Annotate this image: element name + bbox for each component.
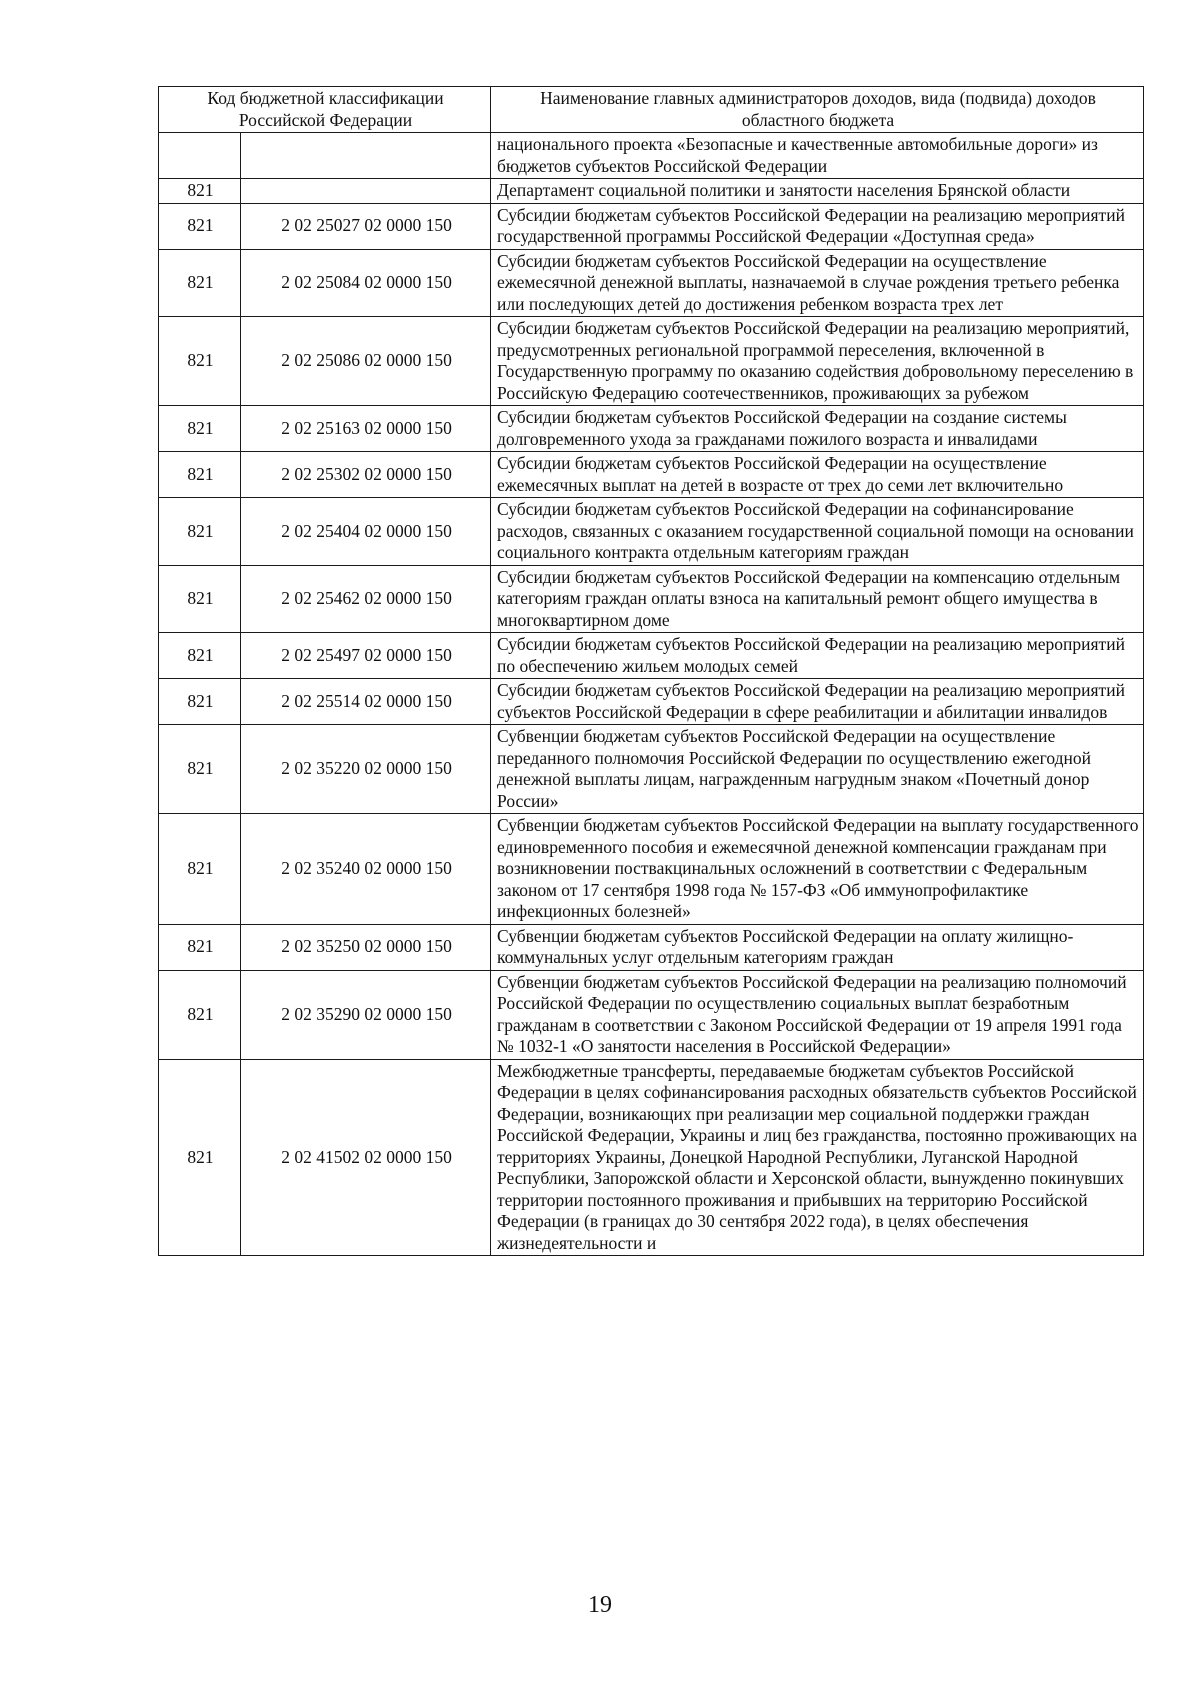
admin-code-cell: 821 xyxy=(159,633,241,679)
table-header-row xyxy=(159,87,1144,133)
budget-code-cell: 2 02 35250 02 0000 150 xyxy=(241,924,491,970)
budget-code-cell: 2 02 25302 02 0000 150 xyxy=(241,452,491,498)
table-row xyxy=(159,133,1144,179)
table-row xyxy=(159,249,1144,317)
admin-code-cell: 821 xyxy=(159,452,241,498)
revenue-name-cell: Субвенции бюджетам субъектов Российской Федерации на выплату государственного единовременного пособия и ежемесячной денежной компенсации гражданам при возникновении поствакцинальных осложнений в соответствии с Федеральным законом от 17 сентября 1998 года № 157-ФЗ «Об иммунопрофилактике инфекционных болезней» xyxy=(491,814,1144,925)
admin-code-cell: 821 xyxy=(159,317,241,406)
revenue-name-cell: Субсидии бюджетам субъектов Российской Федерации на компенсацию отдельным категориям граждан оплаты взноса на капитальный ремонт общего имущества в многоквартирном доме xyxy=(491,565,1144,633)
admin-code-cell xyxy=(159,133,241,179)
table-row xyxy=(159,317,1144,406)
admin-code-cell: 821 xyxy=(159,679,241,725)
admin-code-cell: 821 xyxy=(159,203,241,249)
budget-code-cell xyxy=(241,179,491,204)
admin-code-cell: 821 xyxy=(159,406,241,452)
revenue-name-cell: национального проекта «Безопасные и качественные автомобильные дороги» из бюджетов субъектов Российской Федерации xyxy=(491,133,1144,179)
budget-code-cell: 2 02 25084 02 0000 150 xyxy=(241,249,491,317)
budget-code-cell xyxy=(241,133,491,179)
revenue-name-cell: Субсидии бюджетам субъектов Российской Федерации на реализацию мероприятий субъектов Российской Федерации в сфере реабилитации и абилитации инвалидов xyxy=(491,679,1144,725)
budget-code-cell: 2 02 35240 02 0000 150 xyxy=(241,814,491,925)
table-row xyxy=(159,633,1144,679)
name-column-header: Наименование главных администраторов доходов, вида (подвида) доходов областного бюджета xyxy=(491,87,1144,133)
revenue-name-cell: Субсидии бюджетам субъектов Российской Федерации на осуществление ежемесячных выплат на детей в возрасте от трех до семи лет включительно xyxy=(491,452,1144,498)
table-row xyxy=(159,203,1144,249)
table-row xyxy=(159,498,1144,566)
table-body xyxy=(159,133,1144,1256)
revenue-name-cell: Субсидии бюджетам субъектов Российской Федерации на осуществление ежемесячной денежной выплаты, назначаемой в случае рождения третьего ребенка или последующих детей до достижения ребенком возраста трех лет xyxy=(491,249,1144,317)
budget-code-cell: 2 02 25027 02 0000 150 xyxy=(241,203,491,249)
budget-code-cell: 2 02 35220 02 0000 150 xyxy=(241,725,491,814)
admin-code-cell: 821 xyxy=(159,924,241,970)
revenue-name-cell: Субсидии бюджетам субъектов Российской Федерации на создание системы долговременного ухода за гражданами пожилого возраста и инвалидами xyxy=(491,406,1144,452)
table-row xyxy=(159,565,1144,633)
revenue-name-cell: Субсидии бюджетам субъектов Российской Федерации на реализацию мероприятий, предусмотренных региональной программой переселения, включенной в Государственную программу по оказанию содействия добровольному переселению в Российскую Федерацию соотечественников, проживающих за рубежом xyxy=(491,317,1144,406)
table-row xyxy=(159,970,1144,1059)
revenue-classification-table xyxy=(158,86,1144,1256)
budget-code-cell: 2 02 25514 02 0000 150 xyxy=(241,679,491,725)
budget-code-cell: 2 02 25086 02 0000 150 xyxy=(241,317,491,406)
revenue-name-cell: Субвенции бюджетам субъектов Российской Федерации на реализацию полномочий Российской Федерации по осуществлению социальных выплат безработным гражданам в соответствии с Законом Российской Федерации от 19 апреля 1991 года № 1032-1 «О занятости населения в Российской Федерации» xyxy=(491,970,1144,1059)
budget-code-cell: 2 02 25497 02 0000 150 xyxy=(241,633,491,679)
budget-code-cell: 2 02 25163 02 0000 150 xyxy=(241,406,491,452)
table-row xyxy=(159,1059,1144,1256)
admin-code-cell: 821 xyxy=(159,970,241,1059)
table-row xyxy=(159,452,1144,498)
admin-code-cell: 821 xyxy=(159,498,241,566)
revenue-name-cell: Субсидии бюджетам субъектов Российской Федерации на реализацию мероприятий государственной программы Российской Федерации «Доступная среда» xyxy=(491,203,1144,249)
table-row xyxy=(159,679,1144,725)
admin-code-cell: 821 xyxy=(159,565,241,633)
revenue-name-cell: Департамент социальной политики и занятости населения Брянской области xyxy=(491,179,1144,204)
admin-code-cell: 821 xyxy=(159,179,241,204)
table-row xyxy=(159,924,1144,970)
admin-code-cell: 821 xyxy=(159,814,241,925)
admin-code-cell: 821 xyxy=(159,725,241,814)
budget-code-cell: 2 02 25404 02 0000 150 xyxy=(241,498,491,566)
revenue-name-cell: Субвенции бюджетам субъектов Российской Федерации на осуществление переданного полномочия Российской Федерации по осуществлению ежегодной денежной выплаты лицам, награжденным нагрудным знаком «Почетный донор России» xyxy=(491,725,1144,814)
revenue-name-cell: Субсидии бюджетам субъектов Российской Федерации на софинансирование расходов, связанных с оказанием государственной социальной помощи на основании социального контракта отдельным категориям граждан xyxy=(491,498,1144,566)
table-row xyxy=(159,814,1144,925)
revenue-name-cell: Субвенции бюджетам субъектов Российской Федерации на оплату жилищно-коммунальных услуг отдельным категориям граждан xyxy=(491,924,1144,970)
revenue-name-cell: Субсидии бюджетам субъектов Российской Федерации на реализацию мероприятий по обеспечению жильем молодых семей xyxy=(491,633,1144,679)
budget-code-cell: 2 02 25462 02 0000 150 xyxy=(241,565,491,633)
budget-code-cell: 2 02 41502 02 0000 150 xyxy=(241,1059,491,1256)
revenue-name-cell: Межбюджетные трансферты, передаваемые бюджетам субъектов Российской Федерации в целях софинансирования расходных обязательств субъектов Российской Федерации, возникающих при реализации мер социальной поддержки граждан Российской Федерации, Украины и лиц без гражданства, постоянно проживающих на территориях Украины, Донецкой Народной Республики, Луганской Народной Республики, Запорожской области и Херсонской области, вынужденно покинувших территории постоянного проживания и прибывших на территорию Российской Федерации (в границах до 30 сентября 2022 года), в целях обеспечения жизнедеятельности и xyxy=(491,1059,1144,1256)
code-column-header: Код бюджетной классификации Российской Федерации xyxy=(159,87,491,133)
admin-code-cell: 821 xyxy=(159,1059,241,1256)
table-row xyxy=(159,179,1144,204)
table-row xyxy=(159,406,1144,452)
table-row xyxy=(159,725,1144,814)
budget-code-cell: 2 02 35290 02 0000 150 xyxy=(241,970,491,1059)
admin-code-cell: 821 xyxy=(159,249,241,317)
page-number: 19 xyxy=(588,1592,612,1618)
